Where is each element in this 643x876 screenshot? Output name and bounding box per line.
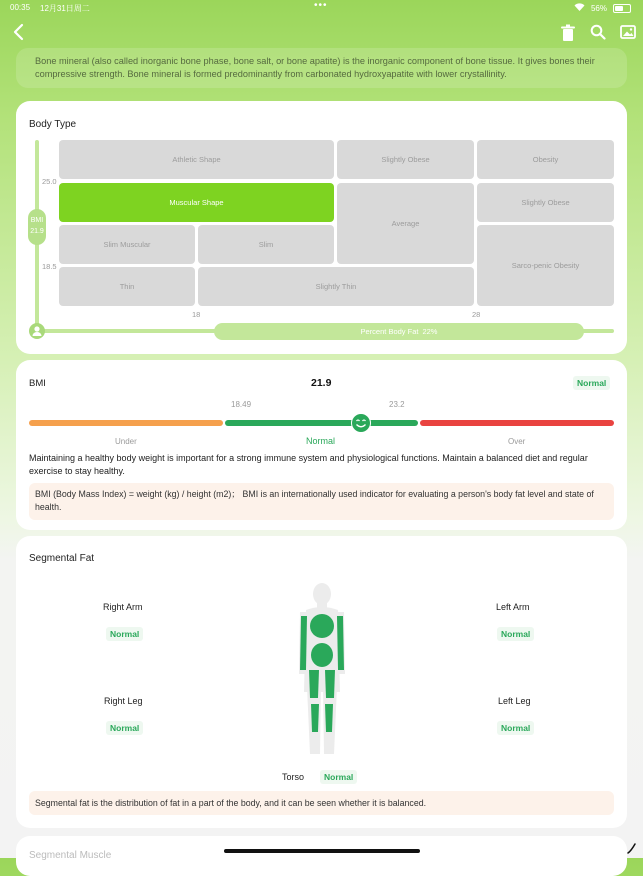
battery-icon <box>613 4 631 13</box>
zone-over-label: Over <box>508 437 526 446</box>
torso-status: Normal <box>320 770 357 784</box>
y-tick-label: 25.0 <box>42 177 57 186</box>
image-icon[interactable] <box>620 24 638 42</box>
bmi-bar-normal <box>225 420 418 426</box>
multitask-dots-icon[interactable]: ••• <box>314 0 328 11</box>
wifi-icon <box>574 3 585 13</box>
search-icon[interactable] <box>590 24 608 42</box>
x-tick-label: 28 <box>472 310 481 319</box>
cell-slim-muscular: Slim Muscular <box>59 225 195 264</box>
body-fat-value: 22% <box>422 327 438 336</box>
torso-label: Torso <box>282 772 305 782</box>
cell-average: Average <box>337 183 474 264</box>
body-fat-label: Percent Body Fat <box>360 327 419 336</box>
y-tick-label: 18.5 <box>42 262 57 271</box>
left-arm-label: Left Arm <box>496 602 530 612</box>
right-arm-label: Right Arm <box>103 602 143 612</box>
body-silhouette-icon <box>294 582 350 760</box>
segmental-muscle-card <box>16 836 627 876</box>
segmental-muscle-title: Segmental Muscle <box>29 850 112 861</box>
bmi-marker-value: 21.9 <box>30 228 44 235</box>
bmi-value: 21.9 <box>311 377 332 389</box>
cell-athletic-shape: Athletic Shape <box>59 140 334 179</box>
zone-normal-label: Normal <box>306 436 336 446</box>
nav-bar <box>0 16 643 50</box>
status-time: 00:35 <box>10 3 31 12</box>
status-date: 12月31日周二 <box>40 4 90 13</box>
trash-icon[interactable] <box>560 24 578 42</box>
segmental-fat-title: Segmental Fat <box>29 553 95 564</box>
bone-mineral-intro <box>16 48 627 88</box>
cell-slightly-obese-top: Slightly Obese <box>337 140 474 179</box>
zone-under-label: Under <box>115 437 137 446</box>
left-leg-label: Left Leg <box>498 696 531 706</box>
segmental-fat-note: Segmental fat is the distribution of fat in a part of the body, and it can be seen whether it is balanced. <box>29 791 614 815</box>
cell-muscular-shape: Muscular Shape <box>59 183 334 222</box>
bmi-title: BMI <box>29 378 46 389</box>
cell-thin: Thin <box>59 267 195 306</box>
left-leg-status: Normal <box>497 721 534 735</box>
bmi-card <box>16 360 627 530</box>
body-type-title: Body Type <box>29 119 77 130</box>
body-fat-marker <box>214 323 584 340</box>
cell-sarcopenic-obesity: Sarco-penic Obesity <box>477 225 614 306</box>
smiley-icon <box>351 413 371 433</box>
cell-slightly-thin: Slightly Thin <box>198 267 474 306</box>
person-icon <box>29 323 45 339</box>
right-leg-label: Right Leg <box>104 696 143 706</box>
x-tick-label: 18 <box>192 310 201 319</box>
pencil-icon[interactable] <box>627 842 637 857</box>
bmi-status-badge: Normal <box>573 376 610 390</box>
home-indicator[interactable] <box>224 849 420 853</box>
left-arm-status: Normal <box>497 627 534 641</box>
right-leg-status: Normal <box>106 721 143 735</box>
right-arm-status: Normal <box>106 627 143 641</box>
bmi-note: BMI (Body Mass Index) = weight (kg) / height (m2)； BMI is an internationally used indicator for evaluating a person's body fat level and state of health. <box>29 483 614 520</box>
bmi-marker <box>28 209 46 245</box>
bmi-threshold-low: 18.49 <box>231 400 252 409</box>
intro-text: Bone mineral (also called inorganic bone phase, bone salt, or bone apatite) is the inorganic component of bone tissue. It gives bones their compressive strength. Bone mineral is formed predominantly from carbonated hydroxyapatite with lower crystallinity. <box>35 56 595 79</box>
status-bar <box>0 0 643 16</box>
back-arrow-icon[interactable] <box>10 22 30 42</box>
cell-obesity: Obesity <box>477 140 614 179</box>
segmental-fat-card <box>16 536 627 828</box>
cell-slightly-obese-mid: Slightly Obese <box>477 183 614 222</box>
bmi-bar-over <box>420 420 614 426</box>
battery-percent: 56% <box>590 3 607 13</box>
cell-slim: Slim <box>198 225 334 264</box>
bmi-bar-under <box>29 420 223 426</box>
bmi-threshold-high: 23.2 <box>389 400 405 409</box>
bmi-marker-label: BMI <box>30 217 44 224</box>
bmi-description: Maintaining a healthy body weight is important for a strong immune system and physiological functions. Maintain a balanced diet and regular exercise to stay healthy. <box>29 453 588 476</box>
